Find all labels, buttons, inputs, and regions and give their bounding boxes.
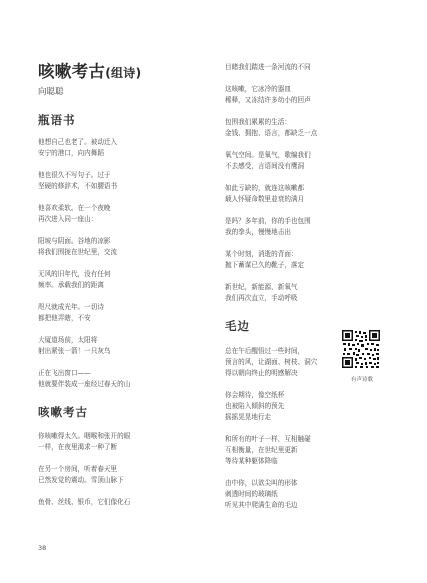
poem-line: 无风的旧年代，没有任何 (38, 270, 111, 278)
poem-line: 坚硬的修辞术，不如腰语书 (38, 182, 118, 190)
poem-line: 目睹我们踏进一条河流的不同 (225, 63, 311, 71)
poem-line: 正在飞出窗口—— (38, 369, 91, 377)
poem-line: 等待某种躯体降临 (225, 457, 278, 465)
poem-line: 你会期待，像空纸杯 (225, 391, 285, 399)
poem-line: 都把他弄瞎，不安 (38, 314, 91, 322)
poem-line: 新世纪，新能源，新氧气 (225, 283, 298, 291)
poem-line: 某个时刻，消逝的背面： (225, 250, 298, 258)
stanza (225, 216, 415, 238)
poem-line: 和所有的叶子一样，互相触碰 (225, 435, 311, 443)
poem-line: 刺透时间的玻璃纸 (225, 490, 278, 498)
stanza (225, 84, 415, 106)
poem-title: 咳嗽考古(组诗) (38, 62, 142, 81)
poem-line: 载人怀疑命数里並衰的满月 (225, 195, 305, 203)
left-column (38, 62, 228, 508)
poem-line: 安宁的港口，向内舞蹈 (38, 149, 104, 157)
stanza (38, 170, 228, 192)
qr-code[interactable] (341, 329, 381, 369)
poem-line: 由中你，以欲尖叫的形体 (225, 479, 298, 487)
poem-line: 在另一个房间，听着春天里 (38, 465, 118, 473)
poem-title-suffix: (组诗) (105, 66, 142, 80)
poem-line: 听见其中爬满生命的毛边 (225, 501, 298, 509)
stanza (225, 62, 415, 73)
poem-line: 包围我们累累的生活： (225, 118, 291, 126)
poem-line: 他就要伴装成一座经过春天的山 (38, 380, 131, 388)
stanza (38, 203, 228, 225)
poem-line: 预言的风，让湖面、树枝、洞穴 (225, 358, 318, 366)
poem-line: 互相衡量，在世纪里更新 (225, 446, 298, 454)
stanza (38, 302, 228, 324)
poem-line: 频率。承载我们的距离 (38, 281, 104, 289)
poem-line: 他也很久不写句子。过于 (38, 171, 111, 179)
stanza (225, 117, 415, 139)
stanza (38, 464, 228, 486)
poem-line: 不去感受，言语间没有鹰洞 (225, 162, 305, 170)
stanza (38, 269, 228, 291)
right-column (225, 62, 415, 511)
stanza (225, 249, 415, 271)
qr-caption: 有声诗歌 (350, 377, 373, 383)
poem-line: 再次进入同一座山： (38, 215, 98, 223)
poem-line: 得以朝向终止的明感解决 (225, 369, 298, 377)
page-number: 38 (38, 544, 47, 552)
poem-line: 射出紧张一箭！一只灰鸟 (38, 347, 111, 355)
poem-line: 他想自己也老了。被动迁入 (38, 138, 118, 146)
qr-code-icon (341, 329, 381, 369)
poem-line: 我的拳头，慢慢地击出 (225, 228, 291, 236)
poem-line: 金钱、拥抱、语言，都缺乏一点 (225, 129, 318, 137)
poem-line: 咫尺就成光年。一切诗 (38, 303, 104, 311)
poem-line: 已然发觉的震动。雪顶山脉下 (38, 476, 124, 484)
poem-line: 如此亏缺的，就连这咳嗽都 (225, 184, 305, 192)
poem-line: 总在午后醒悟过一些时间， (225, 347, 305, 355)
poem-line: 他喜欢柔软。在一个夜晚 (38, 204, 111, 212)
section-heading: 瓶语书 (38, 113, 76, 127)
poem-line: 你咳嗽得太久。咽喉和张开的眼 (38, 432, 131, 440)
poem-line: 我们再次直立，手动呼吸 (225, 294, 298, 302)
stanza (38, 431, 228, 453)
author-name: 向聪聪 (38, 87, 64, 97)
poem-line: 氧气空间。是氧气，歌编我们 (225, 151, 311, 159)
stanza (225, 282, 415, 304)
stanza (225, 183, 415, 205)
stanza (38, 368, 228, 390)
poem-line: 抛下蓄谋已久的靴子，落定 (225, 261, 305, 269)
poem-line: 这咳嗽，它冰冷的器皿 (225, 85, 291, 93)
poem-line: 将我们围拢在世纪里，交流 (38, 248, 118, 256)
poem-line: 摇摇晃晃地行走 (225, 413, 272, 421)
section-heading: 毛边 (225, 319, 250, 333)
stanza (225, 150, 415, 172)
stanza (38, 236, 228, 258)
poem-line: 大厦道场前，太阳将 (38, 336, 98, 344)
section-heading: 咳嗽考古 (38, 405, 88, 419)
poem-line: 稀释，又冻结许多幼小的回声 (225, 96, 311, 104)
stanza (38, 497, 228, 508)
stanza (225, 390, 415, 423)
stanza (38, 335, 228, 357)
poem-line: 鱼骨、丝线、银币，它们像化石 (38, 498, 131, 506)
stanza (225, 434, 415, 467)
poem-line: 是吗？多年前，你的手也包围 (225, 217, 311, 225)
poem-line: 一样，在夜里渴求一种了断 (38, 443, 118, 451)
stanza (38, 137, 228, 159)
stanza (225, 478, 415, 511)
poem-line: 也被陷入倾斜的预先 (225, 402, 285, 410)
stanza (225, 346, 415, 379)
poem-line: 阳坡与阴面。谷地的凉影 (38, 237, 111, 245)
